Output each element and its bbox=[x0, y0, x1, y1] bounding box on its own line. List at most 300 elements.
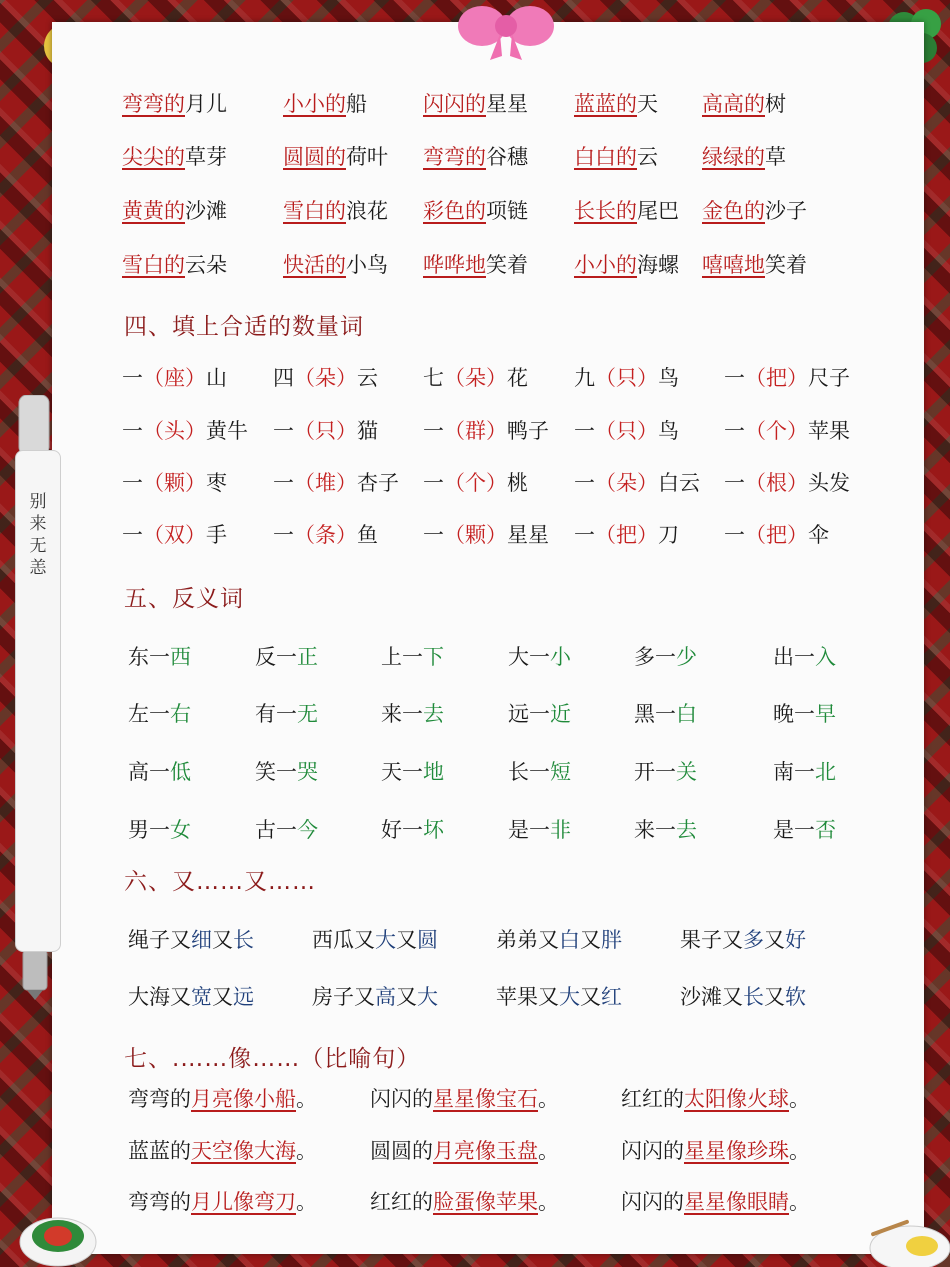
antonym-item bbox=[773, 814, 836, 844]
measure-item bbox=[423, 362, 528, 392]
antonym-answer: 非 bbox=[550, 818, 571, 842]
number-text: 一 bbox=[574, 419, 595, 443]
noun-text: 黄牛 bbox=[206, 419, 248, 443]
noun-text: 刀 bbox=[658, 523, 679, 547]
word-text: 晚一 bbox=[773, 702, 815, 726]
noun-text: 浪花 bbox=[346, 199, 388, 223]
word-text: 是一 bbox=[773, 818, 815, 842]
measure-item bbox=[273, 362, 378, 392]
noun-text: 海螺 bbox=[637, 253, 679, 277]
you-text: 又 bbox=[396, 928, 417, 952]
paren-open: （ bbox=[294, 471, 315, 495]
number-text: 一 bbox=[724, 523, 745, 547]
word-text: 男一 bbox=[128, 818, 170, 842]
measure-word-answer: 个 bbox=[465, 471, 486, 495]
antonym-answer: 下 bbox=[423, 645, 444, 669]
antonym-answer: 右 bbox=[170, 702, 191, 726]
noun-text: 鱼 bbox=[357, 523, 378, 547]
measure-word-answer: 头 bbox=[164, 419, 185, 443]
antonym-item bbox=[634, 641, 697, 671]
antonym-answer: 短 bbox=[550, 760, 571, 784]
measure-item bbox=[273, 415, 378, 445]
period-text: 。 bbox=[296, 1139, 317, 1163]
measure-item bbox=[724, 467, 850, 497]
adjective-answer: 弯弯的 bbox=[423, 145, 486, 169]
paren-open: （ bbox=[595, 366, 616, 390]
you-you-item bbox=[496, 924, 622, 954]
antonym-answer: 坏 bbox=[423, 818, 444, 842]
paren-close: ） bbox=[637, 523, 658, 547]
antonym-item bbox=[508, 698, 571, 728]
paren-close: ） bbox=[336, 471, 357, 495]
noun-text: 笑着 bbox=[486, 253, 528, 277]
measure-word-answer: 只 bbox=[616, 419, 637, 443]
antonym-answer: 少 bbox=[676, 645, 697, 669]
phrase-item bbox=[574, 195, 679, 225]
number-text: 一 bbox=[122, 366, 143, 390]
measure-word-answer: 把 bbox=[766, 523, 787, 547]
adjective-answer: 白白的 bbox=[574, 145, 637, 169]
number-text: 一 bbox=[724, 366, 745, 390]
phrase-item bbox=[423, 195, 528, 225]
paren-open: （ bbox=[595, 419, 616, 443]
paren-open: （ bbox=[294, 366, 315, 390]
measure-item bbox=[574, 467, 700, 497]
you-text: 又 bbox=[764, 985, 785, 1009]
antonym-answer: 去 bbox=[676, 818, 697, 842]
antonym-answer: 女 bbox=[170, 818, 191, 842]
paren-open: （ bbox=[143, 419, 164, 443]
simile-answer: 星星像宝石 bbox=[433, 1087, 538, 1111]
antonym-answer: 低 bbox=[170, 760, 191, 784]
phrase-item bbox=[702, 195, 807, 225]
measure-word-answer: 堆 bbox=[315, 471, 336, 495]
adjective-answer: 绿绿的 bbox=[702, 145, 765, 169]
paren-close: ） bbox=[787, 471, 808, 495]
noun-text: 星星 bbox=[486, 92, 528, 116]
antonym-item bbox=[255, 641, 318, 671]
bowl-icon bbox=[862, 1208, 950, 1267]
simile-item bbox=[128, 1186, 317, 1216]
adjective-text: 圆圆的 bbox=[370, 1139, 433, 1163]
paren-close: ） bbox=[787, 366, 808, 390]
number-text: 一 bbox=[574, 471, 595, 495]
word-text: 长一 bbox=[508, 760, 550, 784]
adjective-answer: 大 bbox=[417, 985, 438, 1009]
adjective-answer: 彩色的 bbox=[423, 199, 486, 223]
noun-text: 草 bbox=[765, 145, 786, 169]
phrase-item bbox=[122, 249, 227, 279]
antonym-answer: 否 bbox=[815, 818, 836, 842]
antonym-answer: 无 bbox=[297, 702, 318, 726]
measure-item bbox=[574, 362, 679, 392]
adjective-answer: 白 bbox=[559, 928, 580, 952]
number-text: 一 bbox=[724, 419, 745, 443]
antonym-answer: 北 bbox=[815, 760, 836, 784]
paren-open: （ bbox=[444, 366, 465, 390]
period-text: 。 bbox=[538, 1139, 559, 1163]
adjective-answer: 长长的 bbox=[574, 199, 637, 223]
paren-close: ） bbox=[185, 523, 206, 547]
measure-word-answer: 座 bbox=[164, 366, 185, 390]
adjective-answer: 尖尖的 bbox=[122, 145, 185, 169]
number-text: 一 bbox=[423, 419, 444, 443]
antonym-item bbox=[634, 756, 697, 786]
measure-item bbox=[423, 467, 528, 497]
paren-open: （ bbox=[444, 523, 465, 547]
antonym-answer: 小 bbox=[550, 645, 571, 669]
paren-close: ） bbox=[486, 523, 507, 547]
simile-item bbox=[370, 1083, 559, 1113]
phrase-item bbox=[702, 88, 786, 118]
subject-text: 房子又 bbox=[312, 985, 375, 1009]
paren-close: ） bbox=[185, 366, 206, 390]
section-5-title: 五、反义词 bbox=[124, 586, 244, 612]
phrase-item bbox=[423, 88, 528, 118]
adjective-answer: 高 bbox=[375, 985, 396, 1009]
paren-close: ） bbox=[486, 471, 507, 495]
subject-text: 果子又 bbox=[680, 928, 743, 952]
noun-text: 项链 bbox=[486, 199, 528, 223]
you-text: 又 bbox=[580, 928, 601, 952]
phrase-item bbox=[574, 249, 679, 279]
period-text: 。 bbox=[296, 1087, 317, 1111]
antonym-item bbox=[381, 756, 444, 786]
adjective-answer: 大 bbox=[559, 985, 580, 1009]
simile-answer: 月儿像弯刀 bbox=[191, 1190, 296, 1214]
measure-item bbox=[724, 362, 850, 392]
phrase-item bbox=[283, 88, 367, 118]
adjective-answer: 高高的 bbox=[702, 92, 765, 116]
word-text: 多一 bbox=[634, 645, 676, 669]
bow-icon bbox=[456, 0, 556, 62]
noun-text: 花 bbox=[507, 366, 528, 390]
word-text: 出一 bbox=[773, 645, 815, 669]
adjective-answer: 蓝蓝的 bbox=[574, 92, 637, 116]
number-text: 七 bbox=[423, 366, 444, 390]
measure-word-answer: 把 bbox=[766, 366, 787, 390]
antonym-answer: 哭 bbox=[297, 760, 318, 784]
simile-answer: 月亮像小船 bbox=[191, 1087, 296, 1111]
adjective-answer: 小小的 bbox=[574, 253, 637, 277]
simile-item bbox=[370, 1186, 559, 1216]
paren-close: ） bbox=[336, 523, 357, 547]
adjective-answer: 红 bbox=[601, 985, 622, 1009]
phrase-item bbox=[423, 141, 528, 171]
antonym-item bbox=[508, 641, 571, 671]
measure-word-answer: 朵 bbox=[616, 471, 637, 495]
paren-open: （ bbox=[143, 523, 164, 547]
paren-open: （ bbox=[294, 419, 315, 443]
simile-answer: 月亮像玉盘 bbox=[433, 1139, 538, 1163]
adjective-answer: 多 bbox=[743, 928, 764, 952]
paren-open: （ bbox=[595, 523, 616, 547]
word-text: 来一 bbox=[381, 702, 423, 726]
simile-answer: 天空像大海 bbox=[191, 1139, 296, 1163]
subject-text: 西瓜又 bbox=[312, 928, 375, 952]
noun-text: 天 bbox=[637, 92, 658, 116]
word-text: 古一 bbox=[255, 818, 297, 842]
noun-text: 月儿 bbox=[185, 92, 227, 116]
you-you-item bbox=[312, 981, 438, 1011]
noun-text: 枣 bbox=[206, 471, 227, 495]
adjective-answer: 细 bbox=[191, 928, 212, 952]
word-text: 大一 bbox=[508, 645, 550, 669]
measure-word-answer: 朵 bbox=[465, 366, 486, 390]
noun-text: 笑着 bbox=[765, 253, 807, 277]
noun-text: 沙滩 bbox=[185, 199, 227, 223]
antonym-item bbox=[773, 641, 836, 671]
phrase-item bbox=[574, 88, 658, 118]
simile-item bbox=[128, 1083, 317, 1113]
adjective-answer: 软 bbox=[785, 985, 806, 1009]
measure-word-answer: 朵 bbox=[315, 366, 336, 390]
adjective-answer: 大 bbox=[375, 928, 396, 952]
measure-word-answer: 把 bbox=[616, 523, 637, 547]
measure-word-answer: 群 bbox=[465, 419, 486, 443]
period-text: 。 bbox=[789, 1190, 810, 1214]
you-you-item bbox=[680, 981, 806, 1011]
section-4-title: 四、填上合适的数量词 bbox=[124, 314, 364, 340]
antonym-item bbox=[381, 814, 444, 844]
subject-text: 绳子又 bbox=[128, 928, 191, 952]
number-text: 四 bbox=[273, 366, 294, 390]
noun-text: 小鸟 bbox=[346, 253, 388, 277]
adjective-answer: 好 bbox=[785, 928, 806, 952]
paren-open: （ bbox=[745, 471, 766, 495]
measure-word-answer: 只 bbox=[315, 419, 336, 443]
word-text: 来一 bbox=[634, 818, 676, 842]
antonym-answer: 西 bbox=[170, 645, 191, 669]
phrase-item bbox=[702, 141, 786, 171]
adjective-answer: 胖 bbox=[601, 928, 622, 952]
adjective-answer: 黄黄的 bbox=[122, 199, 185, 223]
adjective-text: 红红的 bbox=[621, 1087, 684, 1111]
adjective-answer: 远 bbox=[233, 985, 254, 1009]
period-text: 。 bbox=[789, 1087, 810, 1111]
adjective-answer: 雪白的 bbox=[122, 253, 185, 277]
adjective-text: 弯弯的 bbox=[128, 1190, 191, 1214]
phrase-item bbox=[702, 249, 807, 279]
measure-item bbox=[273, 467, 399, 497]
simile-answer: 星星像眼睛 bbox=[684, 1190, 789, 1214]
antonym-answer: 今 bbox=[297, 818, 318, 842]
adjective-answer: 雪白的 bbox=[283, 199, 346, 223]
paren-close: ） bbox=[787, 419, 808, 443]
subject-text: 弟弟又 bbox=[496, 928, 559, 952]
you-you-item bbox=[680, 924, 806, 954]
noun-text: 头发 bbox=[808, 471, 850, 495]
adjective-answer: 金色的 bbox=[702, 199, 765, 223]
noun-text: 谷穗 bbox=[486, 145, 528, 169]
paren-open: （ bbox=[745, 419, 766, 443]
noun-text: 星星 bbox=[507, 523, 549, 547]
measure-item bbox=[724, 519, 829, 549]
noun-text: 苹果 bbox=[808, 419, 850, 443]
word-text: 左一 bbox=[128, 702, 170, 726]
simile-item bbox=[621, 1186, 810, 1216]
phrase-item bbox=[283, 141, 388, 171]
antonym-answer: 去 bbox=[423, 702, 444, 726]
antonym-item bbox=[508, 814, 571, 844]
you-text: 又 bbox=[212, 985, 233, 1009]
paren-open: （ bbox=[444, 471, 465, 495]
word-text: 天一 bbox=[381, 760, 423, 784]
period-text: 。 bbox=[538, 1190, 559, 1214]
adjective-answer: 闪闪的 bbox=[423, 92, 486, 116]
word-text: 南一 bbox=[773, 760, 815, 784]
antonym-item bbox=[255, 814, 318, 844]
antonym-item bbox=[128, 756, 191, 786]
adjective-answer: 嘻嘻地 bbox=[702, 253, 765, 277]
antonym-answer: 早 bbox=[815, 702, 836, 726]
adjective-text: 闪闪的 bbox=[621, 1190, 684, 1214]
word-text: 东一 bbox=[128, 645, 170, 669]
adjective-text: 弯弯的 bbox=[128, 1087, 191, 1111]
noun-text: 云朵 bbox=[185, 253, 227, 277]
paren-open: （ bbox=[143, 471, 164, 495]
noun-text: 白云 bbox=[658, 471, 700, 495]
paren-open: （ bbox=[595, 471, 616, 495]
pen bbox=[5, 395, 59, 1000]
you-you-item bbox=[128, 981, 254, 1011]
antonym-answer: 入 bbox=[815, 645, 836, 669]
antonym-item bbox=[128, 641, 191, 671]
you-text: 又 bbox=[212, 928, 233, 952]
adjective-answer: 弯弯的 bbox=[122, 92, 185, 116]
measure-word-answer: 双 bbox=[164, 523, 185, 547]
adjective-answer: 长 bbox=[743, 985, 764, 1009]
measure-item bbox=[122, 362, 227, 392]
noun-text: 沙子 bbox=[765, 199, 807, 223]
noun-text: 猫 bbox=[357, 419, 378, 443]
number-text: 一 bbox=[574, 523, 595, 547]
paren-close: ） bbox=[637, 419, 658, 443]
word-text: 高一 bbox=[128, 760, 170, 784]
pen-label: 别 来 无 恙 bbox=[29, 492, 47, 578]
paren-open: （ bbox=[143, 366, 164, 390]
measure-word-answer: 个 bbox=[766, 419, 787, 443]
you-you-item bbox=[312, 924, 438, 954]
number-text: 一 bbox=[423, 523, 444, 547]
word-text: 笑一 bbox=[255, 760, 297, 784]
paren-close: ） bbox=[787, 523, 808, 547]
word-text: 黑一 bbox=[634, 702, 676, 726]
simile-item bbox=[621, 1083, 810, 1113]
phrase-item bbox=[423, 249, 528, 279]
measure-word-answer: 根 bbox=[766, 471, 787, 495]
measure-item bbox=[122, 519, 227, 549]
measure-item bbox=[122, 415, 248, 445]
simile-item bbox=[621, 1135, 810, 1165]
noun-text: 桃 bbox=[507, 471, 528, 495]
section-7-title: 七、.……像……（比喻句） bbox=[124, 1046, 421, 1072]
number-text: 一 bbox=[122, 419, 143, 443]
number-text: 一 bbox=[273, 471, 294, 495]
period-text: 。 bbox=[789, 1139, 810, 1163]
measure-item bbox=[273, 519, 378, 549]
antonym-item bbox=[773, 698, 836, 728]
subject-text: 大海又 bbox=[128, 985, 191, 1009]
measure-word-answer: 颗 bbox=[164, 471, 185, 495]
antonym-item bbox=[128, 698, 191, 728]
measure-item bbox=[724, 415, 850, 445]
measure-item bbox=[423, 415, 549, 445]
number-text: 一 bbox=[122, 471, 143, 495]
paren-close: ） bbox=[185, 471, 206, 495]
noun-text: 荷叶 bbox=[346, 145, 388, 169]
paren-open: （ bbox=[294, 523, 315, 547]
paren-close: ） bbox=[336, 366, 357, 390]
word-text: 是一 bbox=[508, 818, 550, 842]
antonym-item bbox=[773, 756, 836, 786]
noun-text: 杏子 bbox=[357, 471, 399, 495]
phrase-item bbox=[283, 249, 388, 279]
noun-text: 山 bbox=[206, 366, 227, 390]
noun-text: 尺子 bbox=[808, 366, 850, 390]
adjective-answer: 圆 bbox=[417, 928, 438, 952]
antonym-item bbox=[255, 698, 318, 728]
antonym-item bbox=[128, 814, 191, 844]
measure-item bbox=[423, 519, 549, 549]
number-text: 九 bbox=[574, 366, 595, 390]
subject-text: 沙滩又 bbox=[680, 985, 743, 1009]
number-text: 一 bbox=[273, 419, 294, 443]
adjective-answer: 长 bbox=[233, 928, 254, 952]
antonym-answer: 关 bbox=[676, 760, 697, 784]
paren-close: ） bbox=[486, 366, 507, 390]
word-text: 有一 bbox=[255, 702, 297, 726]
paren-open: （ bbox=[745, 366, 766, 390]
adjective-answer: 宽 bbox=[191, 985, 212, 1009]
simile-answer: 脸蛋像苹果 bbox=[433, 1190, 538, 1214]
noun-text: 树 bbox=[765, 92, 786, 116]
noun-text: 尾巴 bbox=[637, 199, 679, 223]
noun-text: 鸭子 bbox=[507, 419, 549, 443]
pen-body bbox=[15, 450, 61, 952]
antonym-item bbox=[381, 641, 444, 671]
phrase-item bbox=[122, 195, 227, 225]
measure-word-answer: 只 bbox=[616, 366, 637, 390]
period-text: 。 bbox=[296, 1190, 317, 1214]
antonym-answer: 正 bbox=[297, 645, 318, 669]
phrase-item bbox=[574, 141, 658, 171]
you-you-item bbox=[496, 981, 622, 1011]
measure-word-answer: 颗 bbox=[465, 523, 486, 547]
simile-item bbox=[370, 1135, 559, 1165]
noun-text: 船 bbox=[346, 92, 367, 116]
number-text: 一 bbox=[273, 523, 294, 547]
antonym-item bbox=[634, 814, 697, 844]
simile-item bbox=[128, 1135, 317, 1165]
number-text: 一 bbox=[122, 523, 143, 547]
adjective-answer: 圆圆的 bbox=[283, 145, 346, 169]
section-6-title: 六、又……又…… bbox=[124, 869, 316, 895]
antonym-answer: 近 bbox=[550, 702, 571, 726]
noun-text: 伞 bbox=[808, 523, 829, 547]
paren-close: ） bbox=[637, 471, 658, 495]
measure-item bbox=[574, 415, 679, 445]
number-text: 一 bbox=[423, 471, 444, 495]
noun-text: 草芽 bbox=[185, 145, 227, 169]
phrase-item bbox=[122, 141, 227, 171]
word-text: 远一 bbox=[508, 702, 550, 726]
antonym-item bbox=[508, 756, 571, 786]
noun-text: 云 bbox=[637, 145, 658, 169]
paren-close: ） bbox=[336, 419, 357, 443]
adjective-answer: 快活的 bbox=[283, 253, 346, 277]
you-text: 又 bbox=[580, 985, 601, 1009]
